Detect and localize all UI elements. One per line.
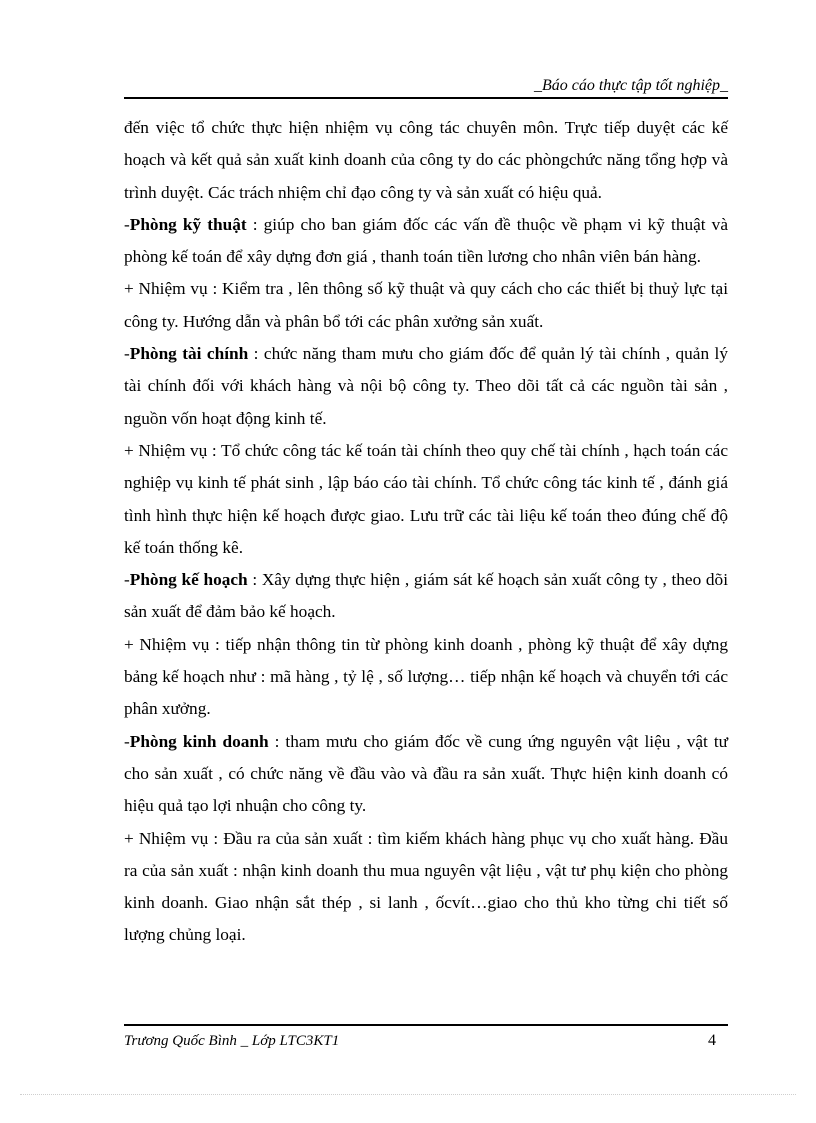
paragraph: -Phòng tài chính : chức năng tham mưu cho giám đốc để quản lý tài chính , quản lý tài chính đối với khách hàng và nội bộ công ty. Theo dõi tất cả các nguồn tài sản , nguồn vốn hoạt động kinh tế. <box>124 344 728 428</box>
paragraph: -Phòng kinh doanh : tham mưu cho giám đốc về cung ứng nguyên vật liệu , vật tư cho sản xuất , có chức năng về đầu vào và đầu ra sản xuất. Thực hiện kinh doanh có hiệu quả tạo lợi nhuận cho công ty. <box>124 731 728 816</box>
paragraph: + Nhiệm vụ : Đầu ra của sản xuất : tìm kiếm khách hàng phục vụ cho xuất hàng. Đầu ra của sản xuất : nhận kinh doanh thu mua nguyên vật liệu , vật tư phụ kiện cho phòng kinh doanh. Giao nhận sắt thép , si lanh , ốcvít…giao cho thủ kho từng chi tiết số lượng chủng loại. <box>124 828 728 945</box>
section-heading: Phòng kỹ thuật <box>129 214 247 234</box>
page-number: 4 <box>708 1032 716 1049</box>
paragraph: đến việc tổ chức thực hiện nhiệm vụ công tác chuyên môn. Trực tiếp duyệt các kế hoạch và kết quả sản xuất kinh doanh của công ty do các phòngchức năng tổng hợp và trình duyệt. Các trách nhiệm chỉ đạo công ty và sản xuất có hiệu quả. <box>124 118 728 202</box>
section-heading: Phòng tài chính <box>129 344 249 364</box>
section-heading: Phòng kế hoạch <box>129 570 248 590</box>
paragraph: -Phòng kỹ thuật : giúp cho ban giám đốc các vấn đề thuộc về phạm vi kỹ thuật và phòng kế toán để xây dựng đơn giá , thanh toán tiền lương cho nhân viên bán hàng. <box>124 214 728 267</box>
document-body <box>124 112 728 952</box>
header-title: _Báo cáo thực tập tốt nghiệp_ <box>533 77 728 94</box>
paragraph: -Phòng kế hoạch : Xây dựng thực hiện , giám sát kế hoạch sản xuất công ty , theo dõi sản xuất để đảm bảo kế hoạch. <box>124 570 729 622</box>
footer-author: Trương Quốc Bình _ Lớp LTC3KT1 <box>124 1033 340 1049</box>
section-heading: Phòng kinh doanh <box>129 731 269 751</box>
page-footer <box>124 1024 728 1049</box>
page-header <box>124 77 728 99</box>
paragraph: + Nhiệm vụ : Kiểm tra , lên thông số kỹ thuật và quy cách cho các thiết bị thuỷ lực tại công ty. Hướng dẫn và phân bổ tới các phân xưởng sản xuất. <box>124 279 728 331</box>
paragraph: + Nhiệm vụ : Tổ chức công tác kế toán tài chính theo quy chế tài chính , hạch toán các nghiệp vụ kinh tế phát sinh , lập báo cáo tài chính. Tổ chức công tác kinh tế , đánh giá tình hình thực hiện kế hoạch được giao. Lưu trữ các tài liệu kế toán theo đúng chế độ kế toán thống kê. <box>124 440 728 557</box>
paragraph: + Nhiệm vụ : tiếp nhận thông tin từ phòng kinh doanh , phòng kỹ thuật để xây dựng bảng kế hoạch như : mã hàng , tỷ lệ , số lượng… tiếp nhận kế hoạch và chuyển tới các phân xưởng. <box>124 634 728 719</box>
page-edge-divider <box>20 1094 796 1095</box>
